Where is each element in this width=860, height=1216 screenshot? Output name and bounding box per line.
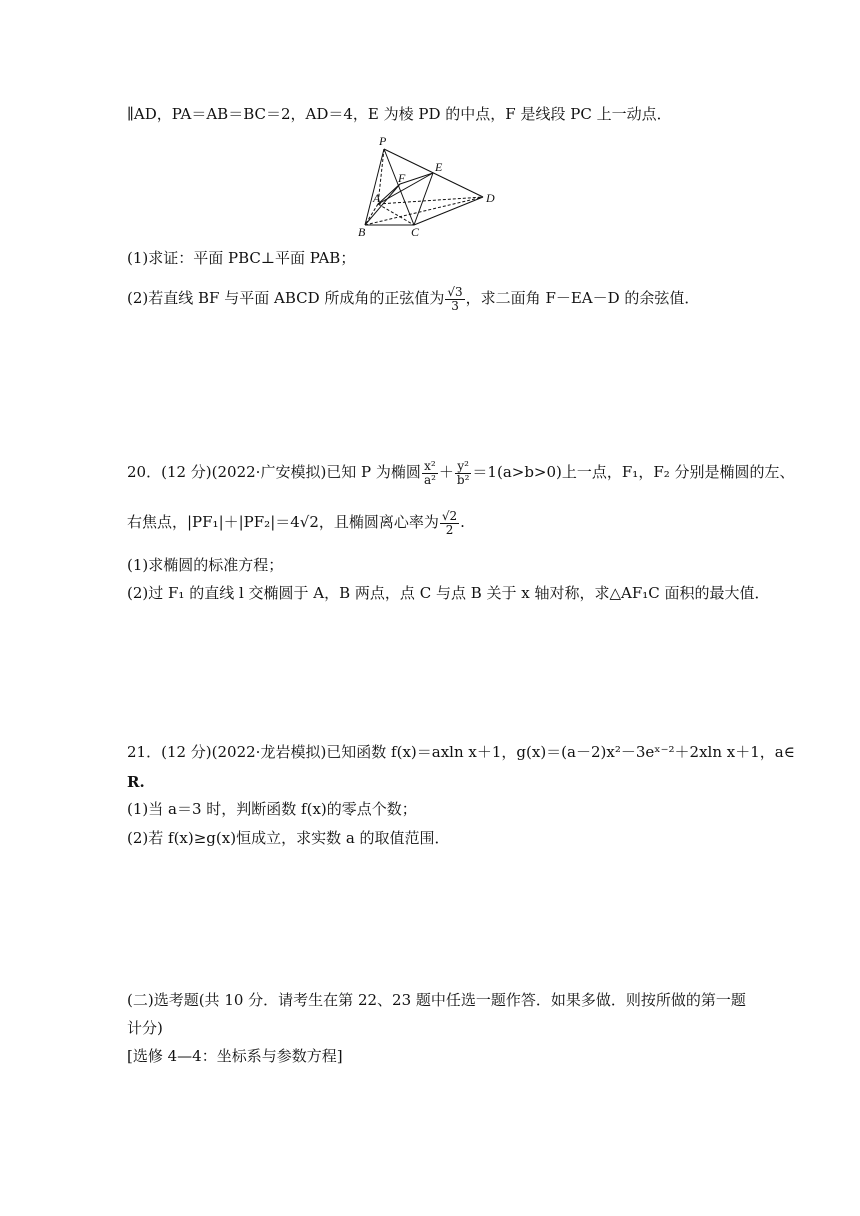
q19-part1: (1)求证：平面 PBC⊥平面 PAB； [127,249,356,267]
label-b: B [358,225,366,239]
q20-stem-d: . [460,513,465,531]
q19-sin-fraction [445,286,464,313]
q20-frac-x-den: a² [423,472,436,487]
q20-frac-y-den: b² [456,472,470,487]
q19-frac-num: √3 [447,284,463,299]
q19-intro: ∥AD，PA＝AB＝BC＝2，AD＝4，E 为棱 PD 的中点，F 是线段 PC 上一动点． [127,105,672,123]
label-p: P [379,134,387,148]
pyramid-figure [355,132,500,240]
q19-part2-text-b: ，求二面角 F－EA－D 的余弦值． [465,289,700,307]
q20-ecc-den: 2 [445,522,454,537]
label-d: D [486,191,495,205]
q20-frac-x [422,460,438,487]
q21-stem-line1: 21．(12 分)(2022·龙岩模拟)已知函数 f(x)＝axln x＋1，g(x)＝(a－2)x²－3eˣ⁻²＋2xln x＋1，a∈ [127,743,795,761]
q20-frac-y [455,460,472,487]
label-c: C [411,225,420,239]
label-a: A [373,191,381,205]
section2-line2: 计分) [127,1019,163,1037]
q20-stem-line2 [127,508,465,537]
q19-part2 [127,284,699,313]
q20-ecc-fraction [440,510,459,537]
section2-line1: (二)选考题(共 10 分．请考生在第 22、23 题中任选一题作答．如果多做．则按所做的第一题 [127,991,746,1009]
label-f: F [398,171,406,185]
q20-plus: ＋ [438,463,454,481]
q20-frac-x-num: x² [422,460,438,474]
q21-stem-line2: R. [127,773,145,791]
label-e: E [435,160,443,174]
q20-stem-line1 [127,458,795,487]
section2-heading: [选修 4—4：坐标系与参数方程] [127,1047,343,1065]
q20-part1: (1)求椭圆的标准方程； [127,556,284,574]
q20-ecc-num: √2 [441,508,458,523]
q20-frac-y-num: y² [455,460,472,474]
q19-frac-den: 3 [451,298,459,313]
q20-stem-a: 20．(12 分)(2022·广安模拟)已知 P 为椭圆 [127,463,421,481]
q19-part2-text-a: (2)若直线 BF 与平面 ABCD 所成角的正弦值为 [127,289,445,307]
q20-part2: (2)过 F₁ 的直线 l 交椭圆于 A，B 两点，点 C 与点 B 关于 x 轴对称，求△AF₁C 面积的最大值． [127,584,770,602]
q20-stem-c: 右焦点，|PF₁|＋|PF₂|＝4√2，且椭圆离心率为 [127,513,439,531]
q20-stem-b: ＝1(a>b>0)上一点，F₁，F₂ 分别是椭圆的左、 [472,463,795,481]
q21-part1: (1)当 a＝3 时，判断函数 f(x)的零点个数； [127,800,417,818]
q21-part2: (2)若 f(x)≥g(x)恒成立，求实数 a 的取值范围． [127,829,450,847]
